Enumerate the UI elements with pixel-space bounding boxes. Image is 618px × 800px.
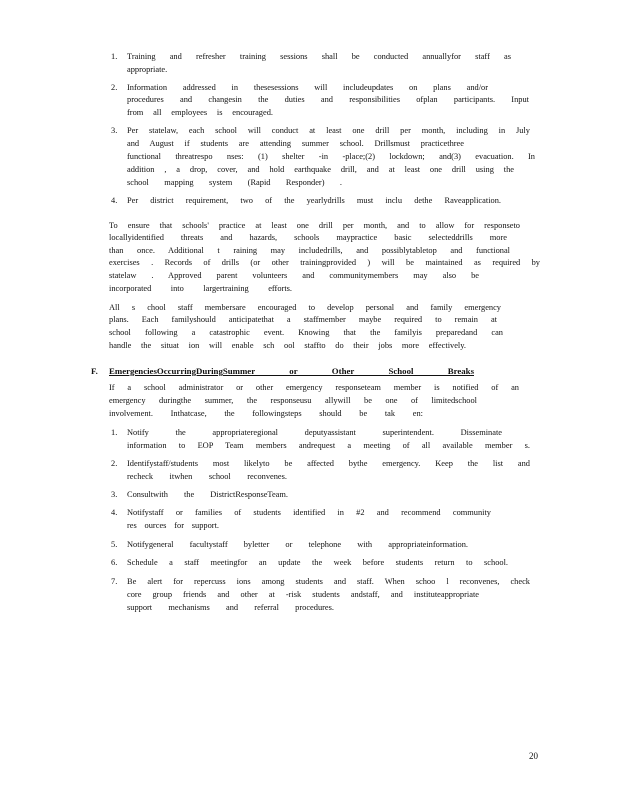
- list-item-number: 6.: [111, 558, 118, 567]
- paragraph-line: handle the situat ion will enable sch ool staffto do their jobs more effectively.: [109, 341, 466, 350]
- list-item-number: 3.: [111, 126, 118, 135]
- list-item-text: appropriate.: [127, 65, 168, 74]
- paragraph-line: If a school administrator or other emergency responseteam member is notified of an: [109, 383, 519, 392]
- list-item-text: Consultwith the DistrictResponseTeam.: [127, 490, 288, 499]
- list-item-text: Be alert for repercuss ions among students and staff. When schoo l reconvenes, check: [127, 577, 530, 586]
- section-letter: F.: [91, 366, 98, 376]
- list-item-text: and August if students are attending summer school. Drillsmust practicethree: [127, 139, 464, 148]
- list-item-text: Training and refresher training sessions shall be conducted annuallyfor staff as: [127, 52, 511, 61]
- list-item-number: 4.: [111, 508, 118, 517]
- list-item-text: Identifystaff/students most likelyto be affected bythe emergency. Keep the list and: [127, 459, 530, 468]
- list-item-number: 2.: [111, 459, 118, 468]
- list-item-text: Information addressed in thesesessions will includeupdates on plans and/or: [127, 83, 488, 92]
- paragraph-line: involvement. Inthatcase, the followingsteps should be tak en:: [109, 409, 423, 418]
- list-item-text: Notifygeneral facultystaff byletter or telephone with appropriateinformation.: [127, 540, 468, 549]
- list-item-text: Per district requirement, two of the yearlydrills must inclu dethe Raveapplication.: [127, 196, 501, 205]
- list-item-number: 1.: [111, 428, 118, 437]
- paragraph-line: All s chool staff membersare encouraged to develop personal and family emergency: [109, 303, 501, 312]
- paragraph-line: locallyidentified threats and hazards, schools maypractice basic selecteddrills more: [109, 233, 507, 242]
- page-number: 20: [529, 751, 538, 761]
- list-item-text: information to EOP Team members andrequest a meeting of all available member s.: [127, 441, 530, 450]
- list-item-number: 7.: [111, 577, 118, 586]
- list-item-text: Notify the appropriateregional deputyassistant superintendent. Disseminate: [127, 428, 502, 437]
- list-item-text: procedures and changesin the duties and responsibilities ofplan participants. Input: [127, 95, 529, 104]
- paragraph-line: To ensure that schools' practice at least one drill per month, and to allow for responseto: [109, 221, 520, 230]
- paragraph-line: incorporated into largertraining efforts.: [109, 284, 292, 293]
- paragraph-line: statelaw . Approved parent volunteers and communitymembers may also be: [109, 271, 479, 280]
- paragraph-line: than once. Additional t raining may includedrills, and possiblytabletop and functional: [109, 246, 510, 255]
- list-item-text: core group friends and other at -risk students andstaff, and instituteappropriate: [127, 590, 479, 599]
- paragraph-line: plans. Each familyshould anticipatethat a staffmember maybe required to remain at: [109, 315, 497, 324]
- list-item-text: Schedule a staff meetingfor an update the week before students return to school.: [127, 558, 508, 567]
- list-item-text: from all employees is encouraged.: [127, 108, 273, 117]
- list-item-number: 4.: [111, 196, 118, 205]
- paragraph-line: emergency duringthe summer, the responseusu allywill be one of limitedschool: [109, 396, 477, 405]
- list-item-number: 3.: [111, 490, 118, 499]
- list-item-number: 1.: [111, 52, 118, 61]
- paragraph-line: exercises . Records of drills (or other trainingprovided ) will be maintained as required by: [109, 258, 540, 267]
- list-item-text: addition , a drop, cover, and hold earthquake drill, and at least one drill using the: [127, 165, 514, 174]
- list-item-text: Notifystaff or families of students identified in #2 and recommend community: [127, 508, 491, 517]
- list-item-text: res ources for support.: [127, 521, 219, 530]
- section-heading: EmergenciesOccurringDuringSummer or Other School Breaks: [109, 366, 474, 376]
- list-item-text: support mechanisms and referral procedures.: [127, 603, 334, 612]
- list-item-text: functional threatrespo nses: (1) shelter -in -place;(2) lockdown; and(3) evacuation. In: [127, 152, 535, 161]
- list-item-text: school mapping system (Rapid Responder) .: [127, 178, 342, 187]
- list-item-text: recheck itwhen school reconvenes.: [127, 472, 287, 481]
- paragraph-line: school following a catastrophic event. Knowing that the familyis preparedand can: [109, 328, 503, 337]
- list-item-number: 2.: [111, 83, 118, 92]
- list-item-text: Per statelaw, each school will conduct at least one drill per month, including in July: [127, 126, 530, 135]
- list-item-number: 5.: [111, 540, 118, 549]
